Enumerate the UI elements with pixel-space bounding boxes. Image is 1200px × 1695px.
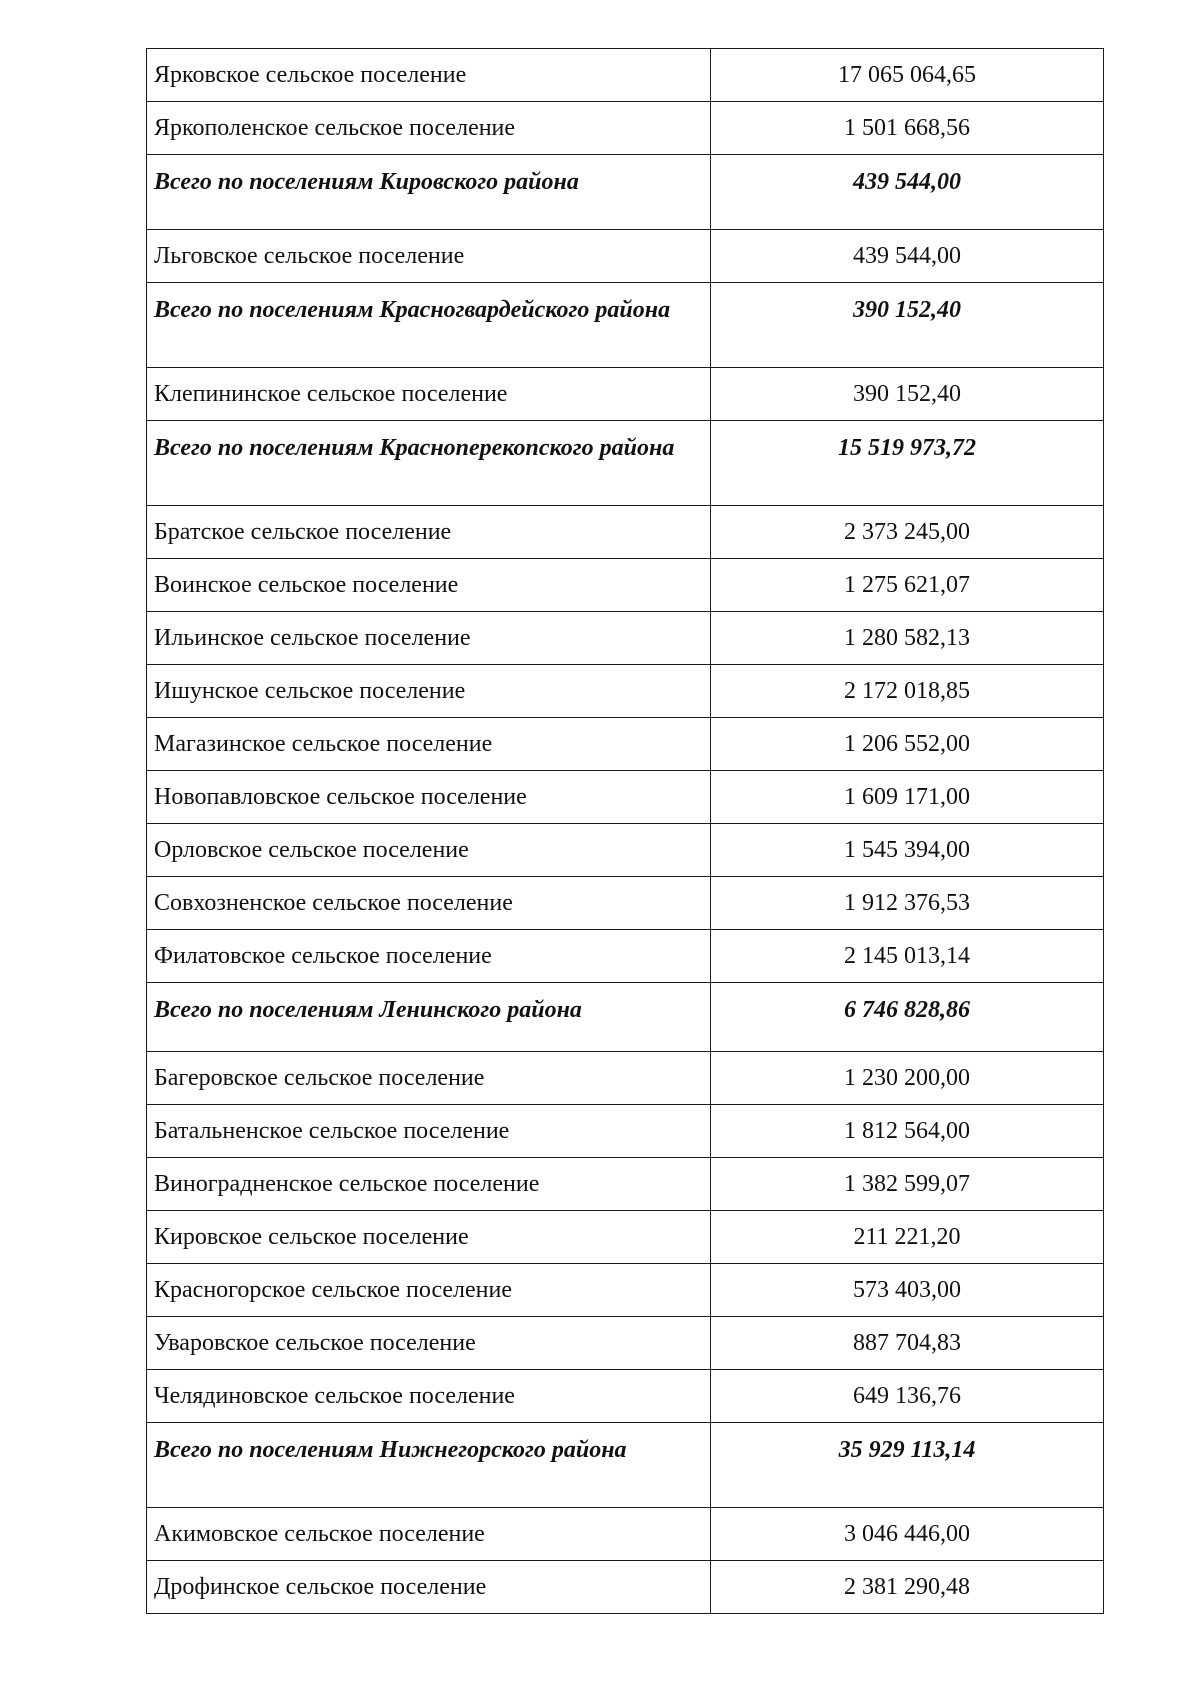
district-total-label: Всего по поселениям Кировского района <box>147 155 711 230</box>
settlement-amount: 1 812 564,00 <box>711 1105 1104 1158</box>
settlement-row <box>147 506 1104 559</box>
settlement-row <box>147 1158 1104 1211</box>
settlement-amount: 1 609 171,00 <box>711 771 1104 824</box>
settlement-row <box>147 49 1104 102</box>
settlement-amount: 1 280 582,13 <box>711 612 1104 665</box>
settlement-name: Братское сельское поселение <box>147 506 711 559</box>
settlement-name: Багеровское сельское поселение <box>147 1052 711 1105</box>
district-total-row <box>147 1423 1104 1508</box>
settlement-name: Виноградненское сельское поселение <box>147 1158 711 1211</box>
settlement-amount: 2 172 018,85 <box>711 665 1104 718</box>
settlement-amount: 1 501 668,56 <box>711 102 1104 155</box>
settlement-amount: 439 544,00 <box>711 230 1104 283</box>
settlement-amount: 2 145 013,14 <box>711 930 1104 983</box>
district-total-row <box>147 983 1104 1052</box>
settlement-name: Акимовское сельское поселение <box>147 1508 711 1561</box>
district-total-amount: 439 544,00 <box>711 155 1104 230</box>
table-body <box>147 49 1104 1614</box>
settlement-row <box>147 1052 1104 1105</box>
district-total-amount: 15 519 973,72 <box>711 421 1104 506</box>
settlement-name: Новопавловское сельское поселение <box>147 771 711 824</box>
settlement-name: Дрофинское сельское поселение <box>147 1561 711 1614</box>
settlement-row <box>147 877 1104 930</box>
settlement-name: Совхозненское сельское поселение <box>147 877 711 930</box>
district-total-label: Всего по поселениям Красногвардейского района <box>147 283 711 368</box>
district-total-label: Всего по поселениям Красноперекопского района <box>147 421 711 506</box>
settlement-row <box>147 1105 1104 1158</box>
settlement-name: Льговское сельское поселение <box>147 230 711 283</box>
settlement-amount: 2 373 245,00 <box>711 506 1104 559</box>
settlement-name: Уваровское сельское поселение <box>147 1317 711 1370</box>
settlement-name: Батальненское сельское поселение <box>147 1105 711 1158</box>
settlement-row <box>147 1370 1104 1423</box>
district-total-row <box>147 155 1104 230</box>
settlement-amount: 390 152,40 <box>711 368 1104 421</box>
settlement-name: Кировское сельское поселение <box>147 1211 711 1264</box>
settlement-amount: 649 136,76 <box>711 1370 1104 1423</box>
settlement-row <box>147 824 1104 877</box>
settlement-row <box>147 1561 1104 1614</box>
settlement-name: Ильинское сельское поселение <box>147 612 711 665</box>
settlement-name: Красногорское сельское поселение <box>147 1264 711 1317</box>
settlement-row <box>147 1508 1104 1561</box>
district-total-label: Всего по поселениям Нижнегорского района <box>147 1423 711 1508</box>
settlement-row <box>147 1211 1104 1264</box>
settlement-amount: 1 230 200,00 <box>711 1052 1104 1105</box>
settlement-row <box>147 612 1104 665</box>
settlement-amount: 573 403,00 <box>711 1264 1104 1317</box>
settlement-name: Ишунское сельское поселение <box>147 665 711 718</box>
district-total-amount: 35 929 113,14 <box>711 1423 1104 1508</box>
settlement-row <box>147 559 1104 612</box>
settlement-name: Магазинское сельское поселение <box>147 718 711 771</box>
settlement-amount: 1 275 621,07 <box>711 559 1104 612</box>
district-total-row <box>147 283 1104 368</box>
settlement-row <box>147 930 1104 983</box>
settlement-name: Орловское сельское поселение <box>147 824 711 877</box>
settlement-amount: 17 065 064,65 <box>711 49 1104 102</box>
settlement-row <box>147 718 1104 771</box>
settlement-name: Яркополенское сельское поселение <box>147 102 711 155</box>
settlement-row <box>147 368 1104 421</box>
settlement-name: Клепининское сельское поселение <box>147 368 711 421</box>
settlement-row <box>147 1264 1104 1317</box>
settlement-amount: 1 382 599,07 <box>711 1158 1104 1211</box>
district-total-amount: 6 746 828,86 <box>711 983 1104 1052</box>
settlement-name: Воинское сельское поселение <box>147 559 711 612</box>
district-total-amount: 390 152,40 <box>711 283 1104 368</box>
settlement-row <box>147 102 1104 155</box>
settlement-row <box>147 771 1104 824</box>
district-total-row <box>147 421 1104 506</box>
settlement-name: Филатовское сельское поселение <box>147 930 711 983</box>
settlement-amount: 1 912 376,53 <box>711 877 1104 930</box>
settlement-amount: 887 704,83 <box>711 1317 1104 1370</box>
settlement-name: Челядиновское сельское поселение <box>147 1370 711 1423</box>
settlement-amount: 3 046 446,00 <box>711 1508 1104 1561</box>
settlement-amount: 1 206 552,00 <box>711 718 1104 771</box>
settlement-row <box>147 665 1104 718</box>
settlement-budget-table <box>146 48 1104 1614</box>
settlement-amount: 2 381 290,48 <box>711 1561 1104 1614</box>
settlement-row <box>147 1317 1104 1370</box>
settlement-amount: 211 221,20 <box>711 1211 1104 1264</box>
settlement-row <box>147 230 1104 283</box>
district-total-label: Всего по поселениям Ленинского района <box>147 983 711 1052</box>
settlement-name: Ярковское сельское поселение <box>147 49 711 102</box>
settlement-amount: 1 545 394,00 <box>711 824 1104 877</box>
